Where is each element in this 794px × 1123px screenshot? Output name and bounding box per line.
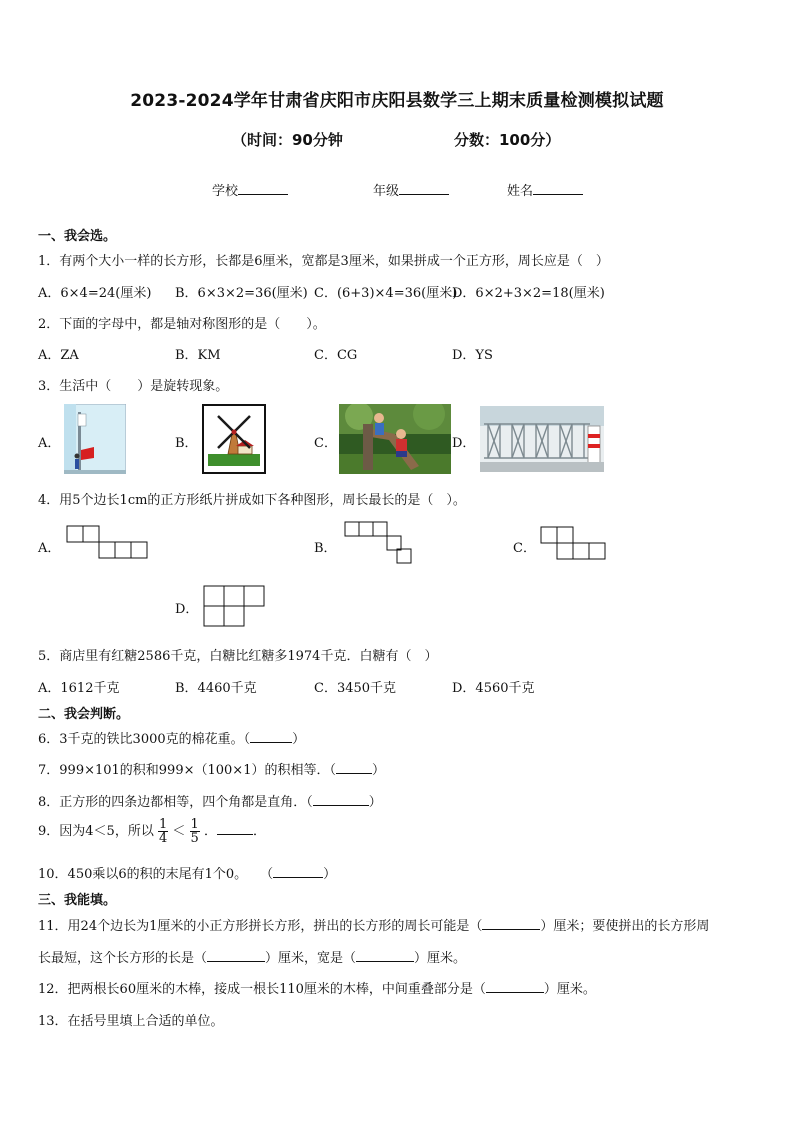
windmill-image <box>202 404 266 474</box>
fraction-one-fifth: $\frac{1}{5}$ <box>190 817 199 846</box>
question-11-line-1: 11．用24个边长为1厘米的小正方形拼长方形，拼出的长方形的周长可能是（ ）厘米；要使拼出的长方形周 <box>38 915 709 934</box>
exam-time: （时间：90分钟 <box>232 131 343 149</box>
question-8: 8．正方形的四条边都相等，四个角都是直角．（ ） <box>38 791 382 810</box>
q5-option-d: D．4560千克 <box>452 681 535 696</box>
exam-title: 2023-2024学年甘肃省庆阳市庆阳县数学三上期末质量检测模拟试题 <box>130 91 664 111</box>
q2-option-a: A．ZA <box>38 348 79 363</box>
shape-d-figure <box>203 585 269 627</box>
q3-option-b: B． <box>175 436 198 451</box>
shape-a-figure <box>66 525 150 561</box>
q4-option-a: A． <box>38 541 61 556</box>
question-13: 13．在括号里填上合适的单位。 <box>38 1014 224 1029</box>
q3-option-c: C． <box>314 436 337 451</box>
slide-photo-image <box>339 404 451 474</box>
school-field: 学校 <box>212 180 288 199</box>
q1-option-d: D．6×2+3×2=18(厘米) <box>452 286 605 301</box>
shape-c-figure <box>540 526 608 562</box>
retractable-gate-image <box>480 406 604 472</box>
q2-option-b: B．KM <box>175 348 221 363</box>
question-10: 10．450乘以6的积的末尾有1个0。 （ ） <box>38 863 336 882</box>
question-6: 6．3千克的铁比3000克的棉花重。（ ） <box>38 728 305 747</box>
section-judgement: 二、我会判断。 <box>38 707 130 722</box>
q4-option-c: C． <box>513 541 536 556</box>
question-1: 1．有两个大小一样的长方形，长都是6厘米，宽都是3厘米，如果拼成一个正方形，周长应是（ ） <box>38 254 609 269</box>
grade-field: 年级 <box>373 180 449 199</box>
question-12: 12．把两根长60厘米的木棒，接成一根长110厘米的木棒，中间重叠部分是（ ）厘米。 <box>38 978 596 997</box>
section-fill: 三、我能填。 <box>38 893 117 908</box>
q3-option-d: D． <box>452 436 476 451</box>
q1-option-a: A．6×4=24(厘米) <box>38 286 152 301</box>
shape-b-figure <box>344 521 414 565</box>
q2-option-d: D．YS <box>452 348 493 363</box>
question-2: 2．下面的字母中，都是轴对称图形的是（ ）。 <box>38 317 326 332</box>
exam-score: 分数：100分） <box>454 131 561 149</box>
question-3: 3．生活中（ ）是旋转现象。 <box>38 379 229 394</box>
question-4: 4．用5个边长1cm的正方形纸片拼成如下各种图形，周长最长的是（ ）。 <box>38 493 466 508</box>
name-field: 姓名 <box>507 180 583 199</box>
q3-option-a: A． <box>38 436 61 451</box>
q5-option-a: A．1612千克 <box>38 681 120 696</box>
flag-raising-image <box>64 404 126 474</box>
q1-option-b: B．6×3×2=36(厘米) <box>175 286 308 301</box>
question-5: 5．商店里有红糖2586千克，白糖比红糖多1974千克．白糖有（ ） <box>38 649 438 664</box>
q4-option-b: B． <box>314 541 337 556</box>
fraction-one-fourth: $\frac{1}{4}$ <box>158 817 168 846</box>
question-7: 7．999×101的积和999×（100×1）的积相等．（ ） <box>38 759 385 778</box>
section-choice: 一、我会选。 <box>38 229 117 244</box>
question-9: 9．因为4＜5，所以 $\frac{1}{4}$ ＜ $\frac{1}{5}$ ． ． <box>38 817 266 846</box>
q4-option-d: D． <box>175 602 199 617</box>
q5-option-b: B．4460千克 <box>175 681 257 696</box>
question-11-line-2: 长最短，这个长方形的长是（ ）厘米，宽是（ ）厘米。 <box>38 947 466 966</box>
q1-option-c: C．(6+3)×4=36(厘米) <box>314 286 458 301</box>
q5-option-c: C．3450千克 <box>314 681 397 696</box>
q2-option-c: C．CG <box>314 348 358 363</box>
